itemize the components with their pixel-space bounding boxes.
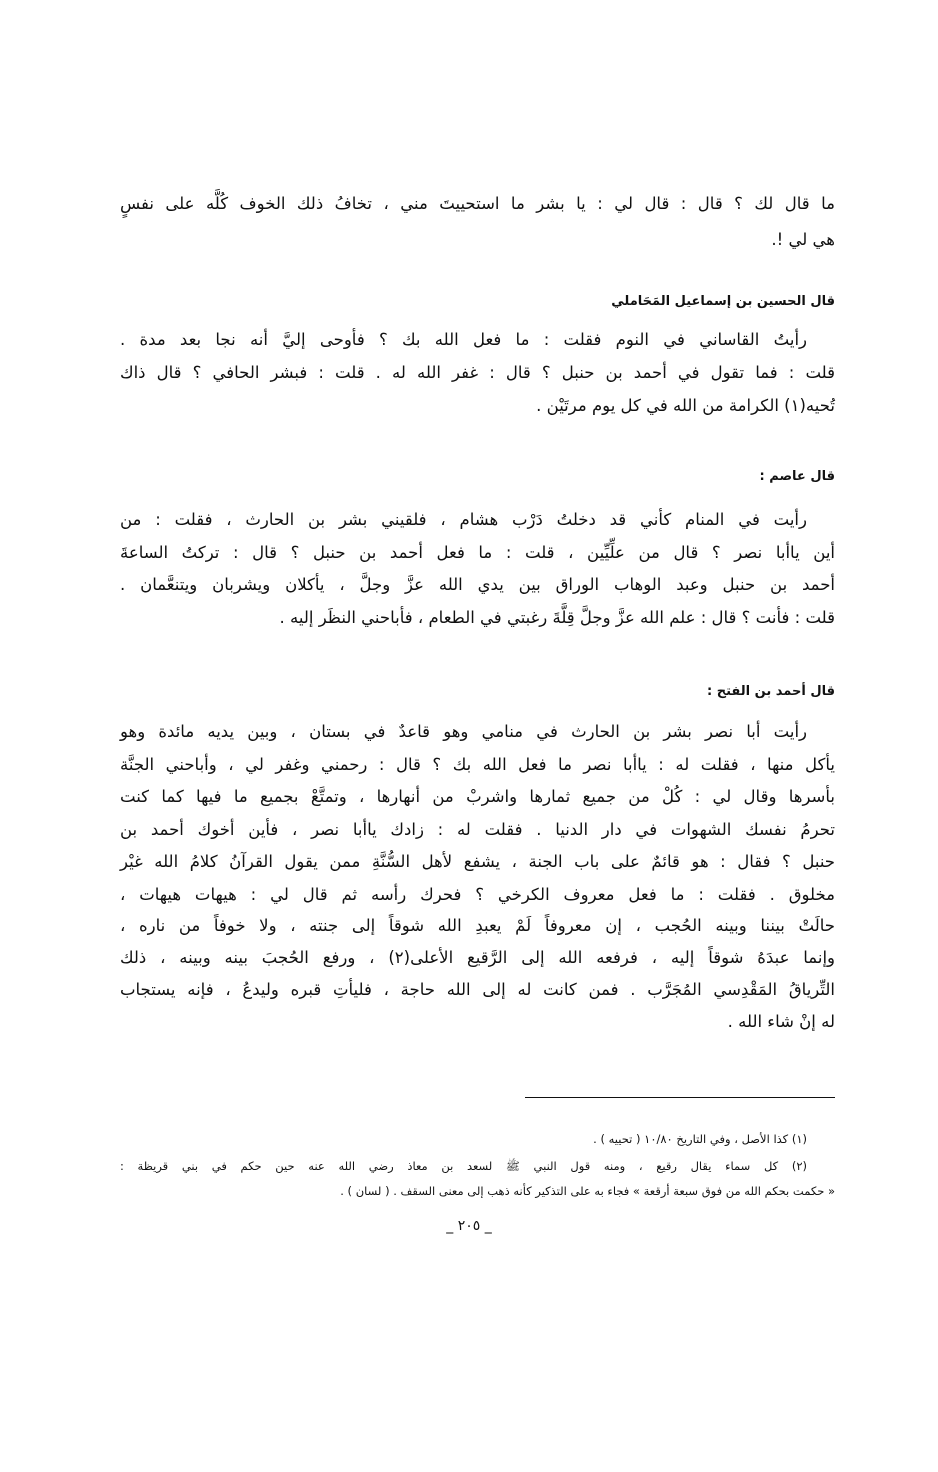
body-line: له إنْ شاء الله . [727, 1012, 835, 1031]
body-line: تُحيه(١) الكرامة من الله في كل يوم مرتَيْن . [536, 396, 835, 415]
body-line: تحرمُ نفسك الشهوات في دار الدنيا . فقلت له : زادك ياأبا نصر ، فأين أخوك أحمد بن [120, 820, 835, 839]
body-line: حنبل ؟ فقال : هو قائمٌ على باب الجنة ، يشفع لأهل السُّنَّةِ ممن يقول القرآنُ كلامُ الله غيْر [120, 852, 835, 871]
body-line: يأكل منها ، فقلت له : ياأبا نصر ما فعل الله بك ؟ قال : رحمني وغفر لي ، وأباحني الجنَّة [120, 755, 835, 774]
footnote: (٢) كل سماء يقال رقيع ، ومنه قول النبي ﷺ لسعد بن معاذ رضي الله عنه حين حكم في بني قريظة : [120, 1159, 807, 1173]
body-line: قلت : فأنت ؟ قال : علم الله عزَّ وجلَّ قِلَّةَ رغبتي في الطعام ، فأباحني النظَر إليه . [279, 608, 835, 627]
body-line: قلت : فما تقول في أحمد بن حنبل ؟ قال : غفر الله له . قلت : فبشر الحافي ؟ قال ذاك [120, 363, 835, 382]
body-line: مخلوق . فقلت : ما فعل معروف الكرخي ؟ فحرك رأسه ثم قال لي : هيهات هيهات ، [120, 885, 835, 904]
section-heading: قال أحمد بن الفتح : [707, 684, 835, 699]
body-line: وإنما عبدَهُ شوقاً إليه ، فرفعه الله إلى الرَّقيع الأعلى(٢) ، ورفع الحُجبَ بينه وبينه ، ذلك [120, 948, 835, 967]
body-line: بأسرها وقال لي : كُلْ من جميع ثمارها واشربْ من أنهارها ، وتمتَّعْ بجميع ما فيها كما كنت [120, 787, 835, 806]
body-line: أين ياأبا نصر ؟ قال من علِّيِّين ، قلت : ما فعل أحمد بن حنبل ؟ قال : تركتُ الساعةَ [120, 543, 835, 562]
body-line: رأيت أبا نصر بشر بن الحارث في منامي وهو قاعدٌ في بستان ، وبين يديه مائدة وهو [120, 722, 807, 741]
page-number: _ ٢٠٥ _ [446, 1218, 492, 1234]
body-line: التِّرياقُ المَقْدِسي المُجَرَّب . فمن كانت له إلى الله حاجة ، فليأتِ قبره وليدعُ ، فإنه يستجاب [120, 980, 835, 999]
body-line: هي لي !. [771, 230, 835, 249]
body-line: رأيت في المنام كأني قد دخلتُ دَرْب هشام ، فلقيني بشر بن الحارث ، فقلت : من [120, 510, 807, 529]
body-line: رأيتُ القاساني في النوم فقلت : ما فعل الله بك ؟ فأوحى إليَّ أنه نجا بعد مدة . [120, 330, 807, 349]
body-line: حالَتْ بيننا وبينه الحُجب ، إن معروفاً لَمْ يعبدِ الله شوقاً إلى جنته ، ولا خوفاً من ناره ، [120, 916, 835, 935]
footnote-separator [525, 1097, 835, 1098]
footnote: (١) كذا الأصل ، وفي التاريخ ١٠/٨٠ ( تحييه ) . [593, 1132, 807, 1146]
section-heading: قال عاصم : [759, 469, 835, 484]
footnote: « حكمت بحكم الله من فوق سبعة أرقعة » فجاء به على التذكير كأنه ذهب إلى معنى السقف . ( لسان ) . [340, 1184, 835, 1198]
section-heading: قال الحسين بن إسماعيل المَحَاملي [611, 294, 835, 309]
body-line: أحمد بن حنبل وعبد الوهاب الوراق بين يدي الله عزَّ وجلَّ ، يأكلان ويشربان ويتنعَّمان . [120, 575, 835, 594]
body-line: ما قال لك ؟ قال : قال لي : يا بشر ما استحييتَ مني ، تخافُ ذلك الخوف كُلَّه على نفسٍ [120, 194, 835, 213]
